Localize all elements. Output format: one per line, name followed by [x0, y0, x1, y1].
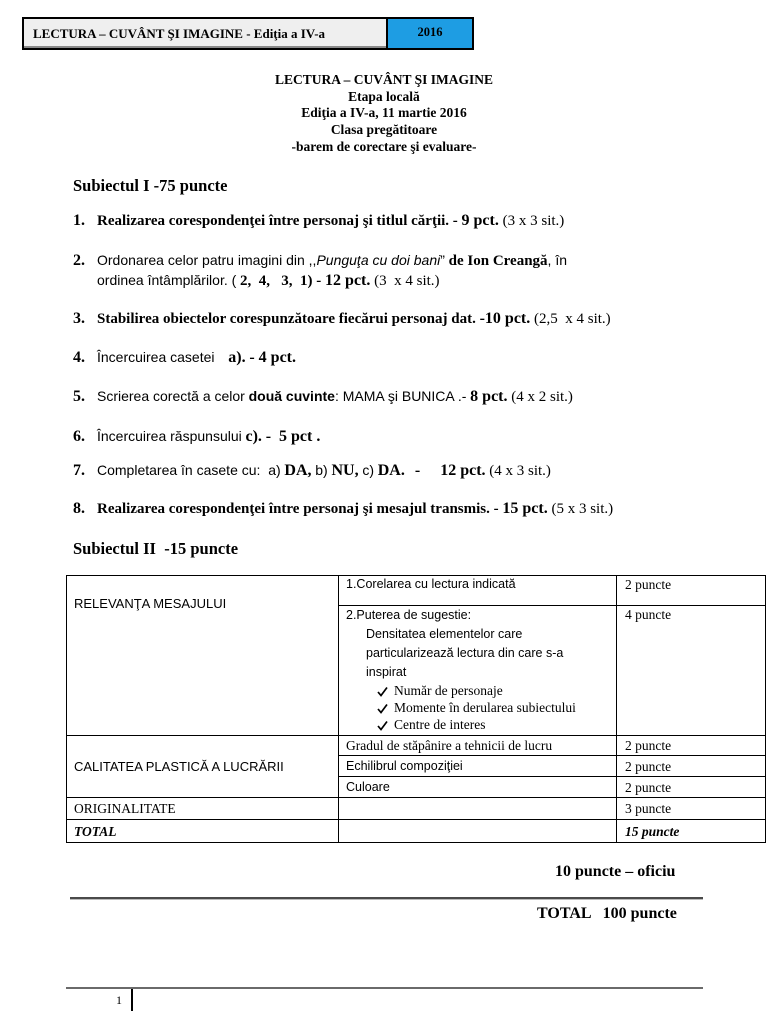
item-text: Ordonarea celor patru imagini din ,,: [97, 252, 317, 268]
item-8: [73, 499, 613, 519]
item-text-emphasis: două cuvinte: [248, 388, 335, 404]
item-7: [73, 460, 551, 481]
item-text-continued: , în: [547, 252, 568, 268]
checklist-item: [346, 682, 609, 699]
checklist-text: Centre de interes: [394, 717, 486, 732]
points-value: 3 puncte: [625, 801, 672, 816]
item-number: 1.: [73, 212, 85, 229]
quote-close: ”: [440, 252, 445, 268]
item-1: [73, 211, 564, 231]
rubric-table: [66, 575, 766, 843]
table-row: [67, 576, 766, 606]
item-points: 8 pct.: [470, 388, 508, 405]
item-detail: (3 x 4 sit.): [374, 273, 440, 289]
item-order-answer: 2, 4, 3, 1): [236, 273, 313, 289]
descriptor-cell: [339, 756, 617, 777]
item-5: [73, 386, 573, 407]
document-header-box: [22, 17, 474, 50]
item-detail: (4 x 3 sit.): [489, 463, 551, 479]
subject-2-heading: Subiectul II -15 puncte: [73, 539, 239, 558]
item-points: -10 pct.: [479, 310, 531, 327]
descriptor-text: Culoare: [346, 779, 390, 794]
item-text: ordinea întâmplărilor. (: [97, 272, 237, 288]
checklist-item: [346, 699, 609, 716]
checklist-text: Număr de personaje: [394, 683, 503, 698]
summary-divider: [70, 897, 703, 899]
competition-stage: Etapa locală: [348, 88, 420, 104]
checkmark-icon: [377, 703, 394, 714]
total-label-cell: [67, 820, 339, 843]
item-text: Realizarea corespondenţei între personaj şi titlul cărţii. -: [97, 213, 458, 229]
page-number-separator: [131, 989, 134, 1011]
descriptor-text: 2.Puterea de sugestie:: [346, 608, 472, 622]
points-cell: [617, 736, 766, 756]
item-points: - 5 pct .: [265, 428, 321, 445]
label-c: c): [362, 462, 374, 478]
page-number: 1: [116, 993, 122, 1007]
descriptor-subline: inspirat: [366, 665, 407, 679]
competition-name: LECTURA – CUVÂNT ŞI IMAGINE: [274, 72, 494, 87]
item-points: 12 pct.: [440, 462, 486, 479]
item-detail: (3 x 3 sit.): [502, 213, 565, 229]
subject-1-heading: Subiectul I -75 puncte: [73, 176, 228, 195]
points-cell: [617, 798, 766, 820]
answer-a: DA,: [284, 462, 312, 479]
total-label: TOTAL: [74, 823, 117, 839]
item-4: [73, 347, 296, 368]
total-points: 15 puncte: [625, 823, 680, 839]
points-cell: [617, 777, 766, 798]
item-points: 15 pct.: [502, 500, 548, 517]
item-text: Completarea în casete cu: a): [97, 462, 281, 478]
item-number: 3.: [73, 310, 85, 327]
item-number: 4.: [73, 349, 85, 366]
item-text-words: : MAMA şi BUNICA .-: [334, 388, 467, 404]
item-number: 5.: [73, 388, 85, 405]
points-value: 2 puncte: [625, 738, 672, 753]
criterion-artistic-quality: [67, 736, 339, 798]
item-detail: (4 x 2 sit.): [511, 389, 573, 405]
checkmark-icon: [377, 720, 394, 731]
item-number: 7.: [73, 462, 85, 479]
descriptor-text: Echilibrul compoziţiei: [346, 758, 463, 773]
item-2: [73, 250, 567, 271]
criterion-relevance: [67, 576, 339, 736]
item-text: Stabilirea obiectelor corespunzătoare fiecărui personaj dat.: [97, 311, 476, 327]
descriptor-cell: [339, 576, 617, 606]
total-points-cell: [617, 820, 766, 843]
answer-b: NU,: [331, 462, 359, 479]
descriptor-cell: [339, 606, 617, 736]
item-text: Încercuirea casetei: [97, 349, 215, 365]
answer-c: DA.: [377, 462, 405, 479]
checkmark-icon: [377, 686, 394, 697]
item-3: [73, 309, 611, 329]
item-number: 8.: [73, 500, 85, 517]
document-type: -barem de corectare şi evaluare-: [291, 138, 477, 154]
table-row: [67, 736, 766, 756]
descriptor-cell: [339, 736, 617, 756]
edition-date: Ediţia a IV-a, 11 martie 2016: [301, 105, 467, 121]
points-value: 2 puncte: [625, 758, 672, 774]
descriptor-cell: [339, 777, 617, 798]
points-value: 4 puncte: [625, 607, 672, 622]
descriptor-subline: Densitatea elementelor care: [366, 627, 523, 641]
item-6: [73, 426, 320, 447]
item-dash: -: [414, 462, 421, 479]
item-2-line-2: [97, 270, 440, 291]
book-author: de Ion Creangă: [448, 253, 548, 269]
descriptor-cell: [339, 798, 617, 820]
title-block: [0, 72, 768, 156]
points-cell: [617, 606, 766, 736]
table-total-row: [67, 820, 766, 843]
label-b: b): [315, 462, 328, 478]
points-cell: [617, 576, 766, 606]
item-dash: -: [316, 273, 322, 289]
item-number: 2.: [73, 252, 85, 269]
item-points: 12 pct.: [325, 272, 371, 289]
header-year-badge: 2016: [388, 19, 472, 48]
descriptor-text: Gradul de stăpânire a tehnicii de lucru: [346, 738, 553, 753]
item-points: 9 pct.: [461, 212, 499, 229]
points-value: 2 puncte: [625, 779, 672, 795]
criterion-label: CALITATEA PLASTICĂ A LUCRĂRII: [74, 759, 284, 774]
table-row: [67, 798, 766, 820]
oficiu-points: 10 puncte – oficiu: [555, 863, 676, 880]
footer-divider: [66, 987, 703, 989]
header-title: LECTURA – CUVÂNT ŞI IMAGINE - Ediţia a IV-a: [24, 19, 388, 48]
criterion-originality: [67, 798, 339, 820]
item-answer: a).: [228, 349, 246, 366]
descriptor-text: 1.Corelarea cu lectura indicată: [346, 577, 516, 591]
item-detail: (2,5 x 4 sit.): [534, 311, 611, 327]
item-answer: c).: [245, 428, 262, 445]
item-text: Scrierea corectă a celor: [97, 388, 245, 404]
grade-level: Clasa pregătitoare: [330, 122, 438, 138]
item-detail: (5 x 3 sit.): [551, 501, 614, 517]
points-value: 2 puncte: [625, 577, 672, 592]
item-number: 6.: [73, 428, 85, 445]
points-cell: [617, 756, 766, 777]
criterion-label: ORIGINALITATE: [74, 801, 176, 816]
criterion-label: RELEVANŢA MESAJULUI: [74, 596, 227, 611]
grand-total: TOTAL 100 puncte: [537, 905, 677, 922]
checklist-text: Momente în derularea subiectului: [394, 700, 576, 715]
descriptor-subline: particularizează lectura din care s-a: [366, 646, 564, 660]
book-title: Punguţa cu doi bani: [316, 252, 441, 268]
item-text: Încercuirea răspunsului: [97, 428, 242, 444]
item-points: - 4 pct.: [249, 349, 296, 366]
descriptor-cell: [339, 820, 617, 843]
item-text: Realizarea corespondenţei între personaj şi mesajul transmis. -: [97, 501, 499, 517]
checklist-item: [346, 716, 609, 733]
